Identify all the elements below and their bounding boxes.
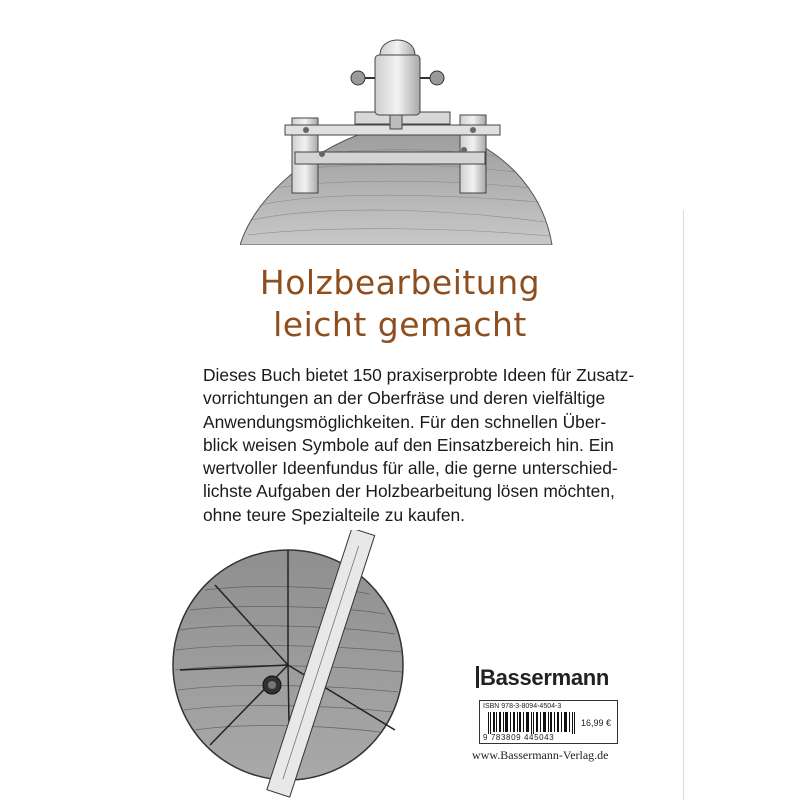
description-line: vorrichtungen an der Oberfräse und deren vielfältige [203, 388, 606, 409]
publisher-logo [476, 665, 609, 691]
description-line: Anwendungsmöglichkeiten. Für den schnellen Über- [203, 411, 607, 432]
publisher-name: Bassermann [480, 665, 610, 690]
price-label: 16,99 € [580, 718, 611, 728]
description-line: blick weisen Symbole auf den Einsatzbereich hin. Ein [203, 434, 614, 455]
barcode-label [479, 700, 618, 744]
barcode-number: 9 783809 445043 [483, 733, 555, 742]
router-jig-illustration [240, 30, 560, 245]
description-line: Dieses Buch bietet 150 praxiserprobte Ideen für Zusatz- [203, 365, 635, 385]
description-line: wertvoller Ideenfundus für alle, die gerne unterschied- [203, 458, 618, 479]
publisher-website: www.Bassermann-Verlag.de [472, 748, 609, 762]
description-line: ohne teure Spezialteile zu kaufen. [203, 504, 466, 525]
book-headline [200, 262, 600, 346]
barcode-icon [488, 712, 578, 734]
cover-spine-edge [683, 210, 684, 800]
circle-jig-illustration [170, 530, 420, 800]
isbn-text: ISBN 978-3-8094-4504-3 [483, 703, 562, 710]
headline-line-2: leicht gemacht [273, 305, 527, 344]
book-description [203, 364, 635, 527]
description-line: lichste Aufgaben der Holzbearbeitung lösen möchten, [203, 481, 615, 502]
headline-line-1: Holzbearbeitung [259, 263, 541, 302]
